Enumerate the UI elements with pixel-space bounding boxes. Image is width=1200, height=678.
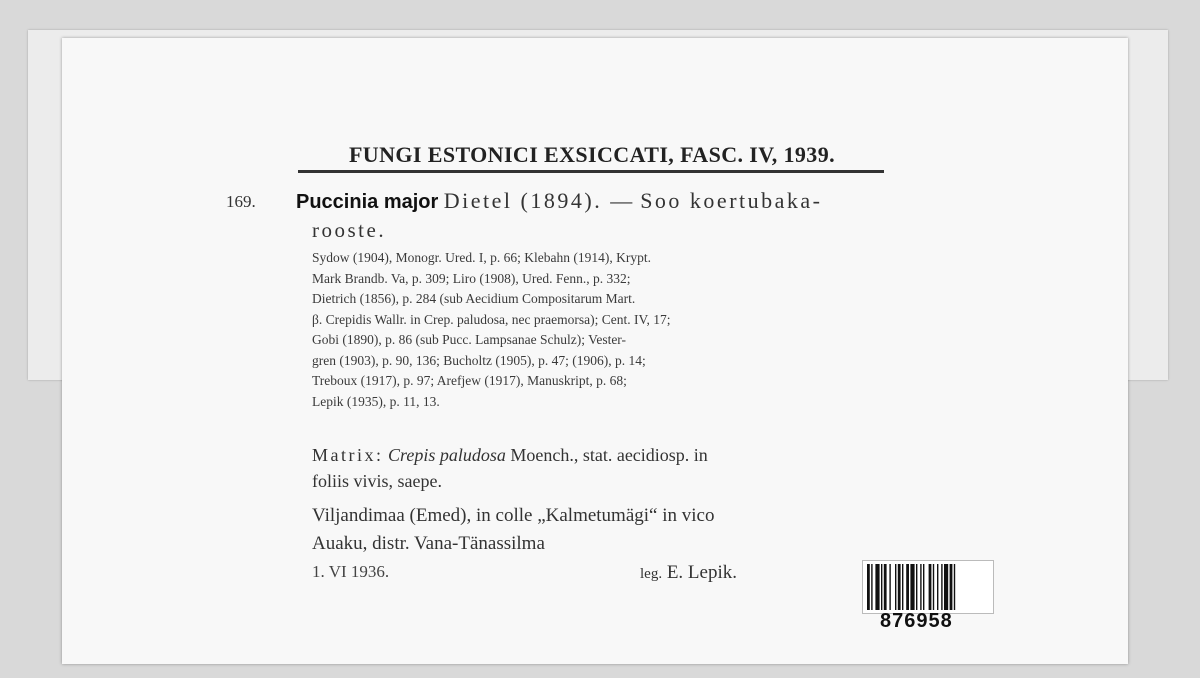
collection-date: 1. VI 1936. [312, 562, 390, 581]
matrix-label: Matrix: [312, 445, 384, 465]
matrix-detail: Moench., stat. aecidiosp. in [510, 445, 708, 465]
references-block [312, 248, 964, 412]
locality-line: Viljandimaa (Emed), in colle „Kalmetumägi“ in vico [312, 505, 715, 526]
reference-line: Sydow (1904), Monogr. Ured. I, p. 66; Klebahn (1914), Krypt. [312, 250, 651, 265]
reference-line: Dietrich (1856), p. 284 (sub Aecidium Compositarum Mart. [312, 291, 636, 306]
reference-line: gren (1903), p. 90, 136; Bucholtz (1905), p. 47; (1906), p. 14; [312, 352, 646, 368]
vernacular-name: Soo koertubaka- [640, 188, 823, 213]
reference-line: β. Crepidis Wallr. in Crep. paludosa, nec praemorsa); Cent. IV, 17; [312, 311, 671, 327]
reference-line: Gobi (1890), p. 86 (sub Pucc. Lampsanae Schulz); Vester- [312, 332, 627, 347]
species-author: Dietel (1894). — [443, 188, 635, 213]
matrix-block [312, 442, 964, 494]
barcode-number: 876958 [880, 610, 953, 632]
series-title: FUNGI ESTONICI EXSICCATI, FASC. IV, 1939. [348, 142, 836, 167]
vernacular-name-cont: rooste. [312, 218, 387, 242]
matrix-line-2: foliis vivis, saepe. [312, 471, 442, 491]
reference-line: Treboux (1917), p. 97; Arefjew (1917), Manuskript, p. 68; [312, 373, 627, 388]
barcode-bars [863, 561, 993, 613]
collector-name: E. Lepik. [666, 562, 738, 583]
matrix-host: Crepis paludosa [388, 445, 506, 465]
matrix-line [312, 442, 964, 468]
species-line [296, 188, 822, 214]
barcode [862, 560, 994, 614]
title-underline [298, 170, 884, 173]
leg-prefix: leg. [640, 566, 663, 582]
reference-line: Mark Brandb. Va, p. 309; Liro (1908), Ured. Fenn., p. 332; [312, 270, 631, 286]
specimen-number: 169. [226, 192, 256, 211]
locality-line-2: Auaku, distr. Vana-Tänassilma [312, 533, 545, 554]
collector-line [640, 562, 737, 584]
locality-block [312, 502, 964, 558]
species-name: Puccinia major [296, 191, 439, 213]
reference-line: Lepik (1935), p. 11, 13. [312, 393, 440, 409]
